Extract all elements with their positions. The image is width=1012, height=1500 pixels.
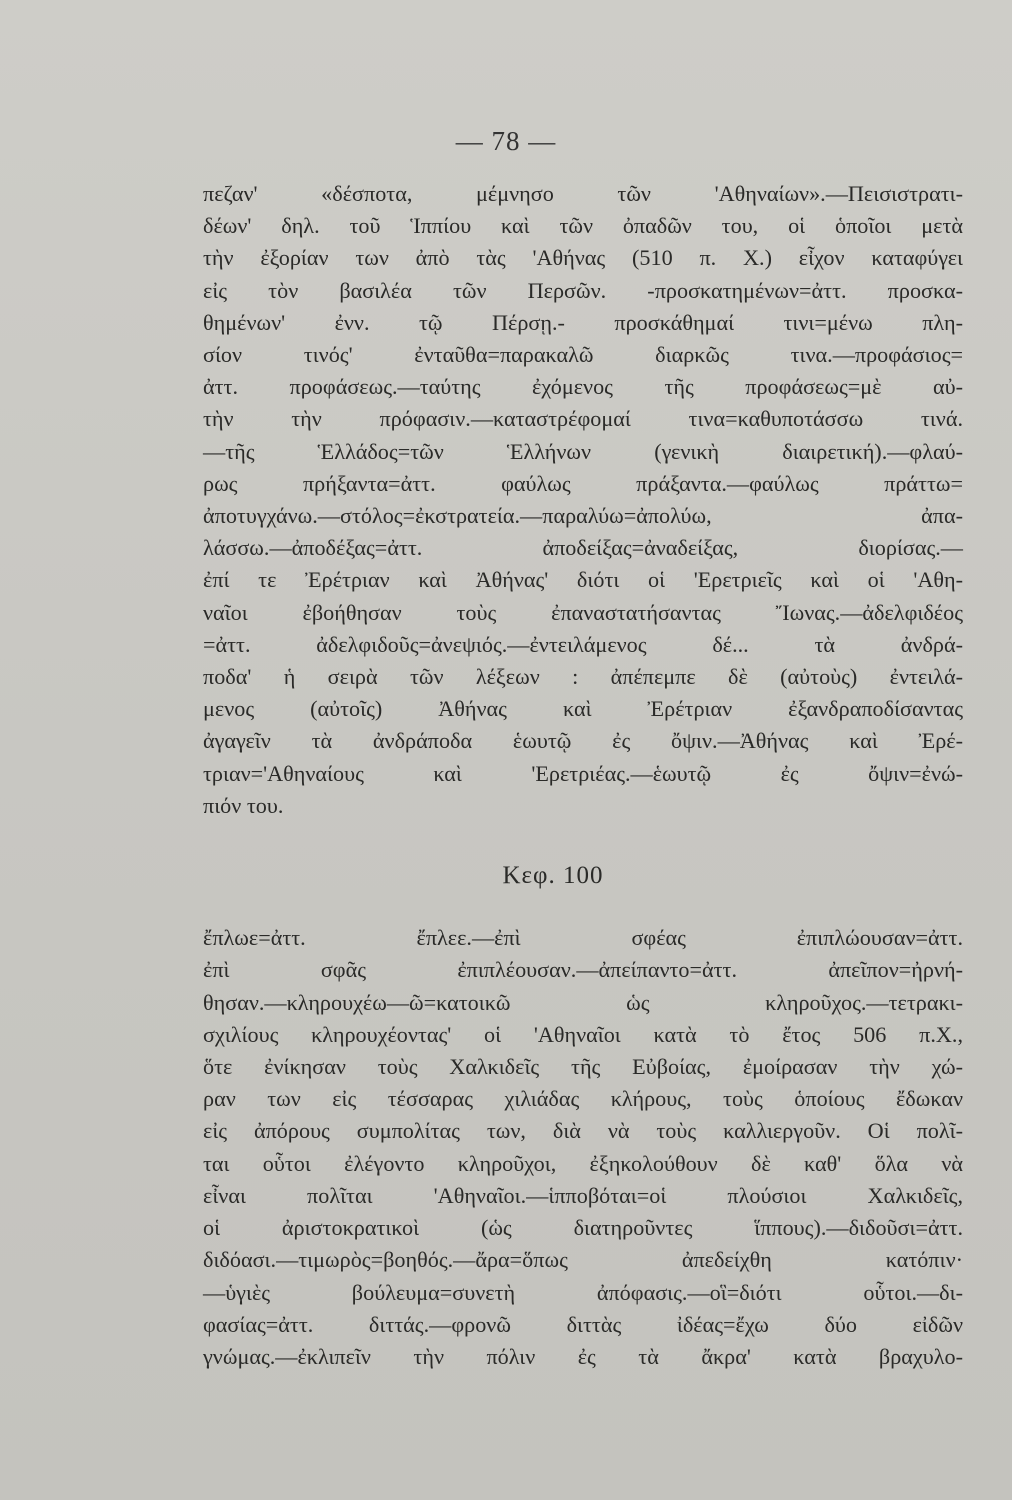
text-line: σχιλίους κληρουχέοντας' οἱ 'Αθηναῖοι κατὰ τὸ ἔτος 506 π.Χ., <box>203 1021 963 1047</box>
text-line: ποδα' ἡ σειρὰ τῶν λέξεων : ἀπέπεμπε δὲ (αὐτοὺς) ἐντειλά- <box>203 664 963 690</box>
text-line: ραν των εἰς τέσσαρας χιλιάδας κλήρους, τοὺς ὁποίους ἔδωκαν <box>203 1086 963 1112</box>
text-line: σίον τινός' ἐνταῦθα=παρακαλῶ διαρκῶς τινα.—προφάσιος= <box>203 342 963 368</box>
text-line: ἐπὶ σφᾶς ἐπιπλέουσαν.—ἀπείπαντο=ἀττ. ἀπεῖπον=ἠρνή- <box>203 957 963 983</box>
text-line: γνώμας.—ἐκλιπεῖν τὴν πόλιν ἐς τὰ ἄκρα' κατὰ βραχυλο- <box>203 1343 963 1369</box>
page-body <box>203 178 963 1373</box>
text-line: διδόασι.—τιμωρὸς=βοηθός.—ἄρα=ὅπως ἀπεδείχθη κατόπιν· <box>203 1247 963 1273</box>
text-line: φασίας=ἀττ. διττάς.—φρονῶ διττὰς ἰδέας=ἔχω δύο εἰδῶν <box>203 1311 963 1337</box>
text-line: τριαν='Αθηναίους καὶ 'Ερετριέας.—ἑωυτῷ ἐς ὄψιν=ἐνώ- <box>203 760 963 786</box>
text-line: δέων' δηλ. τοῦ Ἱππίου καὶ τῶν ὀπαδῶν του, οἱ ὁποῖοι μετὰ <box>203 213 963 239</box>
chapter-heading: Κεφ. 100 <box>502 862 604 890</box>
text-line: ἐπί τε Ἐρέτριαν καὶ Ἀθήνας' διότι οἱ 'Ερετριεῖς καὶ οἱ 'Αθη- <box>203 567 963 593</box>
commentary-section-1 <box>203 178 963 822</box>
text-line: =ἀττ. ἀδελφιδοῦς=ἀνεψιός.—ἐντειλάμενος δέ... τὰ ἀνδρά- <box>203 631 963 657</box>
text-line: οἱ ἀριστοκρατικοὶ (ὡς διατηροῦντες ἵππους).—διδοῦσι=ἀττ. <box>203 1215 963 1241</box>
text-line: πεζαν' «δέσποτα, μέμνησο τῶν 'Αθηναίων».—Πεισιστρατι- <box>203 181 963 206</box>
text-line: λάσσω.—ἀποδέξας=ἀττ. ἀποδείξας=ἀναδείξας, διορίσας.— <box>203 535 963 561</box>
text-line: ἀττ. προφάσεως.—ταύτης ἐχόμενος τῆς προφάσεως=μὲ αὐ- <box>203 374 963 400</box>
page-number: — 78 — <box>455 126 557 156</box>
text-line: —τῆς Ἑλλάδος=τῶν Ἑλλήνων (γενικὴ διαιρετική).—φλαύ- <box>203 438 963 464</box>
text-line: εἰς τὸν βασιλέα τῶν Περσῶν. -προσκατημένων=ἀττ. προσκα- <box>203 277 963 303</box>
text-line: ρως πρήξαντα=ἀττ. φαύλως πράξαντα.—φαύλως πράττω= <box>203 470 963 496</box>
text-line: ὅτε ἐνίκησαν τοὺς Χαλκιδεῖς τῆς Εὐβοίας, ἐμοίρασαν τὴν χώ- <box>203 1054 963 1080</box>
text-line: ἔπλωε=ἀττ. ἔπλεε.—ἐπὶ σφέας ἐπιπλώουσαν=ἀττ. <box>203 925 963 951</box>
text-line: ἀποτυγχάνω.—στόλος=ἐκστρατεία.—παραλύω=ἀπολύω, ἀπα- <box>203 503 963 529</box>
text-line: μενος (αὐτοῖς) Ἀθήνας καὶ Ἐρέτριαν ἐξανδραποδίσαντας <box>203 696 963 722</box>
text-line: πιόν του. <box>203 792 284 818</box>
text-line: ναῖοι ἐβοήθησαν τοὺς ἐπαναστατήσαντας Ἴωνας.—ἀδελφιδέος <box>203 599 963 625</box>
text-line: εἰς ἀπόρους συμπολίτας των, διὰ νὰ τοὺς καλλιεργοῦν. Οἱ πολῖ- <box>203 1118 963 1144</box>
text-line: εἶναι πολῖται 'Αθηναῖοι.—ἱπποβόται=οἱ πλούσιοι Χαλκιδεῖς, <box>203 1182 963 1208</box>
text-line: θημένων' ἐνν. τῷ Πέρσῃ.- προσκάθημαί τινι=μένω πλη- <box>203 309 963 335</box>
text-line: τὴν ἐξορίαν των ἀπὸ τὰς 'Αθήνας (510 π. Χ.) εἶχον καταφύγει <box>203 245 963 271</box>
text-line: τὴν τὴν πρόφασιν.—καταστρέφομαί τινα=καθυποτάσσω τινά. <box>203 406 963 432</box>
text-line: —ὑγιὲς βούλευμα=συνετὴ ἀπόφασις.—οἳ=διότι οὗτοι.—δι- <box>203 1279 963 1305</box>
text-line: ἀγαγεῖν τὰ ἀνδράποδα ἑωυτῷ ἐς ὄψιν.—Ἀθήνας καὶ Ἐρέ- <box>203 728 963 754</box>
text-line: ται οὗτοι ἐλέγοντο κληροῦχοι, ἐξηκολούθουν δὲ καθ' ὅλα νὰ <box>203 1150 963 1176</box>
commentary-section-2 <box>203 922 963 1373</box>
text-line: θησαν.—κληρουχέω—ῶ=κατοικῶ ὡς κληροῦχος.—τετρακι- <box>203 989 963 1015</box>
